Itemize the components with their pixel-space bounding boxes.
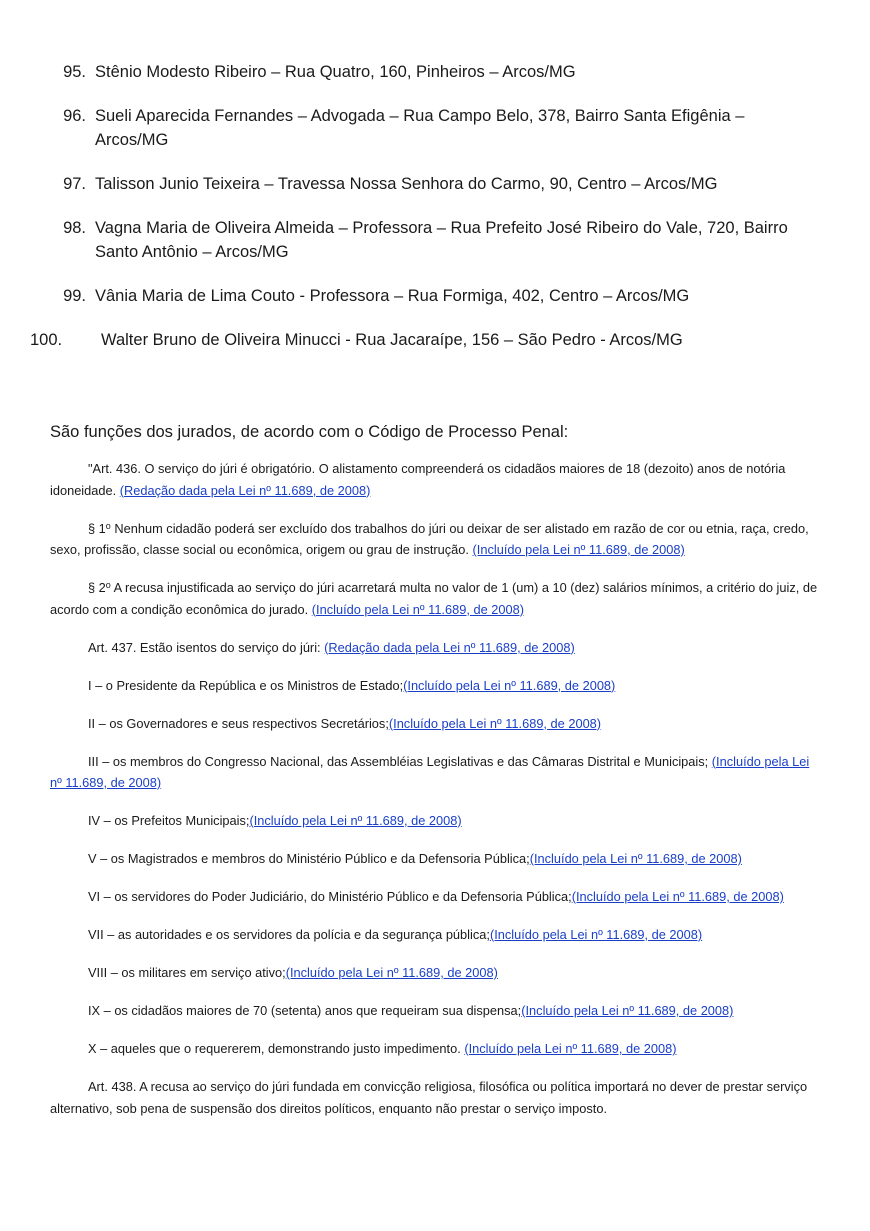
- list-item-number: 98.: [63, 219, 86, 237]
- law-text: VI – os servidores do Poder Judiciário, do Ministério Público e da Defensoria Pública;: [88, 889, 572, 904]
- list-item-text: Stênio Modesto Ribeiro – Rua Quatro, 160, Pinheiros – Arcos/MG: [95, 63, 576, 81]
- law-paragraph-par-1: [50, 518, 820, 561]
- law-paragraph-item-vii: [50, 924, 820, 946]
- law-text: IV – os Prefeitos Municipais;: [88, 813, 250, 828]
- law-paragraph-item-i: [50, 675, 820, 697]
- law-paragraph-art-436: [50, 458, 820, 501]
- law-excerpt: [50, 458, 820, 1136]
- list-item-text: Sueli Aparecida Fernandes – Advogada – Rua Campo Belo, 378, Bairro Santa Efigênia – Arcos/MG: [95, 107, 745, 149]
- law-paragraph-item-iii: [50, 751, 820, 794]
- law-paragraph-item-v: [50, 848, 820, 870]
- ordinal-superscript: o: [105, 520, 111, 531]
- law-text: III – os membros do Congresso Nacional, das Assembléias Legislativas e das Câmaras Distrital e Municipais;: [88, 753, 712, 769]
- list-item-text: Vagna Maria de Oliveira Almeida – Professora – Rua Prefeito José Ribeiro do Vale, 720, Bairro Santo Antônio – Arcos/MG: [95, 219, 788, 261]
- law-text: II – os Governadores e seus respectivos Secretários;: [88, 715, 389, 731]
- law-reference-link[interactable]: (Incluído pela Lei nº 11.689, de 2008): [249, 813, 462, 828]
- list-item-number: 95.: [63, 63, 86, 81]
- cut-off-line-fragment: [130, 28, 530, 34]
- law-text: Nenhum cidadão poderá ser excluído dos trabalhos do júri ou deixar de ser alistado em razão de cor ou etnia, raça, credo, sexo, profissão, classe social ou econômica, origem ou grau de instrução.: [50, 520, 809, 557]
- list-item-number: 100.: [30, 331, 63, 349]
- list-item: [0, 328, 870, 352]
- law-reference-link[interactable]: (Redação dada pela Lei nº 11.689, de 2008): [324, 639, 575, 655]
- list-item-text: Talisson Junio Teixeira – Travessa Nossa Senhora do Carmo, 90, Centro – Arcos/MG: [95, 175, 718, 193]
- ordinal-superscript: o: [105, 580, 111, 590]
- law-text: X – aqueles que o requererem, demonstrando justo impedimento.: [88, 1041, 465, 1056]
- law-reference-link[interactable]: (Incluído pela Lei nº 11.689, de 2008): [285, 965, 498, 980]
- law-reference-link[interactable]: (Incluído pela Lei nº 11.689, de 2008): [388, 715, 602, 731]
- law-reference-link[interactable]: (Incluído pela Lei nº 11.689, de 2008): [403, 677, 616, 693]
- juror-list: [0, 60, 870, 372]
- law-paragraph-item-ix: [50, 1000, 820, 1022]
- list-item-text: Walter Bruno de Oliveira Minucci - Rua Jacaraípe, 156 – São Pedro - Arcos/MG: [101, 331, 683, 349]
- law-paragraph-item-viii: [50, 962, 820, 984]
- list-item: [0, 104, 870, 152]
- law-reference-link[interactable]: (Incluído pela Lei nº 11.689, de 2008): [529, 851, 742, 866]
- law-reference-link[interactable]: (Incluído pela Lei nº 11.689, de 2008): [521, 1003, 734, 1018]
- law-paragraph-art-437: [50, 637, 820, 659]
- law-text: I – o Presidente da República e os Ministros de Estado;: [88, 677, 404, 693]
- list-item-number: 97.: [63, 175, 86, 193]
- law-text: Art. 437. Estão isentos do serviço do júri:: [88, 639, 325, 655]
- list-item-number: 96.: [63, 107, 86, 125]
- paragraph-symbol: § 2: [88, 580, 106, 595]
- law-text: IX – os cidadãos maiores de 70 (setenta) anos que requeiram sua dispensa;: [88, 1003, 522, 1018]
- law-reference-link[interactable]: (Incluído pela Lei nº 11.689, de 2008): [472, 542, 685, 557]
- law-paragraph-item-iv: [50, 810, 820, 832]
- law-text: VII – as autoridades e os servidores da polícia e da segurança pública;: [88, 927, 490, 942]
- law-text: VIII – os militares em serviço ativo;: [88, 965, 286, 980]
- law-reference-link[interactable]: (Incluído pela Lei nº 11.689, de 2008): [571, 889, 784, 904]
- law-reference-link[interactable]: (Incluído pela Lei nº 11.689, de 2008): [311, 601, 524, 617]
- law-reference-link[interactable]: (Redação dada pela Lei nº 11.689, de 2008): [119, 482, 371, 498]
- law-paragraph-item-ii: [50, 713, 820, 735]
- law-text: A recusa injustificada ao serviço do júri acarretará multa no valor de 1 (um) a 10 (dez) salários mínimos, a critério do juiz, de acordo com a condição econômica do jurado.: [50, 580, 818, 617]
- section-intro: São funções dos jurados, de acordo com o Código de Processo Penal:: [50, 423, 569, 441]
- law-text: Art. 438. A recusa ao serviço do júri fundada em convicção religiosa, filosófica ou política importará no dever de prestar serviço alternativo, sob pena de suspensão dos direitos políticos, enquanto não prestar o serviço imposto.: [50, 1079, 808, 1116]
- list-item: [0, 172, 870, 196]
- list-item-text: Vânia Maria de Lima Couto - Professora – Rua Formiga, 402, Centro – Arcos/MG: [95, 287, 690, 305]
- list-item: [0, 216, 870, 264]
- paragraph-symbol: § 1: [88, 520, 106, 536]
- law-reference-link[interactable]: (Incluído pela Lei nº 11.689, de 2008): [489, 927, 703, 942]
- law-reference-link[interactable]: (Incluído pela Lei nº 11.689, de 2008): [464, 1041, 677, 1056]
- law-paragraph-art-438: [50, 1076, 820, 1119]
- law-paragraph-item-vi: [50, 886, 820, 908]
- law-text: V – os Magistrados e membros do Ministério Público e da Defensoria Pública;: [88, 851, 530, 866]
- list-item: [0, 60, 870, 84]
- list-item-number: 99.: [63, 287, 86, 305]
- law-reference-link[interactable]: (Incluído pela Lei nº 11.689, de 2008): [50, 753, 810, 790]
- law-text: "Art. 436. O serviço do júri é obrigatório. O alistamento compreenderá os cidadãos maiores de 18 (dezoito) anos de notória idoneidade.: [50, 461, 786, 498]
- law-paragraph-item-x: [50, 1038, 820, 1060]
- list-item: [0, 284, 870, 308]
- law-paragraph-par-2: [50, 577, 820, 620]
